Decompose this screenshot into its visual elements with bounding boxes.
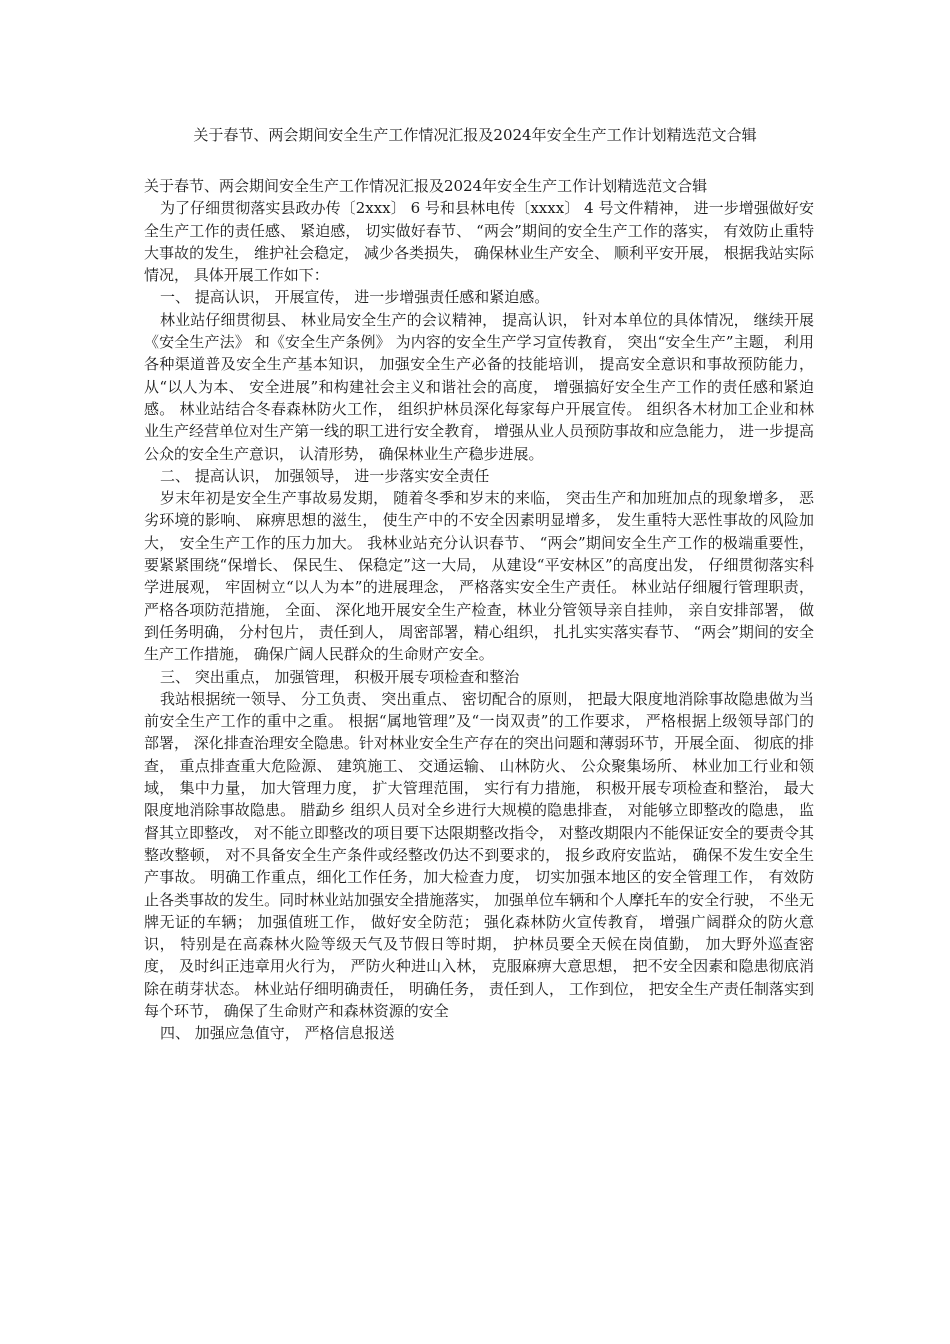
section-heading-1: 一、 提高认识， 开展宣传， 进一步增强责任感和紧迫感。: [160, 288, 550, 307]
document-title: 关于春节、两会期间安全生产工作情况汇报及2024年安全生产工作计划精选范文合辑: [193, 126, 757, 144]
section-paragraph-2: 岁末年初是安全生产事故易发期， 随着冬季和岁末的来临， 突击生产和加班加点的现象增多， 恶劣环境的影响、 麻痹思想的滋生， 使生产中的不安全因素明显增多， 发生重特大恶性事故的风险加大， 安全生产工作的压力加大。 我林业站充分认识春节、 “两会”期间安全生产工作的极端重要性， 要紧紧围绕“保增长、 保民生、 保稳定”这一大局， 从建设“平安林区”的高度出发， 仔细贯彻落实科学进展观， 牢固树立“以人为本”的进展理念， 严格落实安全生产责任。 林业站仔细履行管理职责， 严格各项防范措施， 全面、 深化地开展安全生产检查，林业分管领导亲自挂帅， 亲自安排部署， 做到任务明确， 分村包片， 责任到人， 周密部署，精心组织， 扎扎实实落实春节、 “两会”期间的安全生产工作措施， 确保广阔人民群众的生命财产安全。: [144, 489, 814, 664]
section-heading-2: 二、 提高认识， 加强领导， 进一步落实安全责任: [160, 466, 490, 485]
document-body: [144, 175, 814, 1045]
repeated-title: 关于春节、两会期间安全生产工作情况汇报及2024年安全生产工作计划精选范文合辑: [144, 177, 708, 195]
section-paragraph-1: 林业站仔细贯彻县、 林业局安全生产的会议精神， 提高认识， 针对本单位的具体情况， 继续开展《安全生产法》 和《安全生产条例》 为内容的安全生产学习宣传教育， 突出“安全生产”主题， 利用各种渠道普及安全生产基本知识， 加强安全生产必备的技能培训， 提高安全意识和事故预防能力， 从“以人为本、 安全进展”和构建社会主义和谐社会的高度， 增强搞好安全生产工作的责任感和紧迫感。 林业站结合冬春森林防火工作， 组织护林员深化每家每户开展宣传。 组织各木材加工企业和林业生产经营单位对生产第一线的职工进行安全教育， 增强从业人员预防事故和应急能力， 进一步提高公众的安全生产意识， 认清形势， 确保林业生产稳步进展。: [144, 310, 814, 463]
section-heading-4: 四、 加强应急值守， 严格信息报送: [160, 1024, 395, 1043]
section-paragraph-3: 我站根据统一领导、 分工负责、 突出重点、 密切配合的原则， 把最大限度地消除事故隐患做为当前安全生产工作的重中之重。 根据“属地管理”及“一岗双责”的工作要求， 严格根据上级领导部门的部署， 深化排查治理安全隐患。针对林业安全生产存在的突出问题和薄弱环节，开展全面、 彻底的排查， 重点排查重大危险源、 建筑施工、 交通运输、 山林防火、 公众聚集场所、 林业加工行业和领域， 集中力量， 加大管理力度， 扩大管理范围， 实行有力措施， 积极开展专项检查和整治， 最大限度地消除事故隐患。 腊勐乡 组织人员对全乡进行大规模的隐患排查， 对能够立即整改的隐患， 监督其立即整改， 对不能立即整改的项目要下达限期整改指令， 对整改期限内不能保证安全的要责令其整改整顿， 对不具备安全生产条件或经整改仍达不到要求的， 报乡政府安监站， 确保不发生安全生产事故。 明确工作重点，细化工作任务，加大检查力度， 切实加强本地区的安全管理工作， 有效防止各类事故的发生。同时林业站加强安全措施落实， 加强单位车辆和个人摩托车的安全行驶， 不坐无牌无证的车辆； 加强值班工作， 做好安全防范； 强化森林防火宣传教育， 增强广阔群众的防火意识， 特别是在高森林火险等级天气及节假日等时期， 护林员要全天候在岗值勤， 加大野外巡查密度， 及时纠正违章用火行为， 严防火种进山入林， 克服麻痹大意思想， 把不安全因素和隐患彻底消除在萌芽状态。 林业站仔细明确责任， 明确任务， 责任到人， 工作到位， 把安全生产责任制落实到每个环节， 确保了生命财产和森林资源的安全: [144, 689, 814, 1020]
section-heading-3: 三、 突出重点， 加强管理， 积极开展专项检查和整治: [160, 667, 520, 686]
intro-paragraph: 为了仔细贯彻落实县政办传〔2xxx〕 6 号和县林电传〔xxxx〕 4 号文件精神， 进一步增强做好安全生产工作的责任感、 紧迫感， 切实做好春节、 “两会”期间的安全生产工作的落实， 有效防止重特大事故的发生， 维护社会稳定， 减少各类损失， 确保林业生产安全、 顺利平安开展， 根据我站实际情况， 具体开展工作如下：: [144, 199, 814, 285]
